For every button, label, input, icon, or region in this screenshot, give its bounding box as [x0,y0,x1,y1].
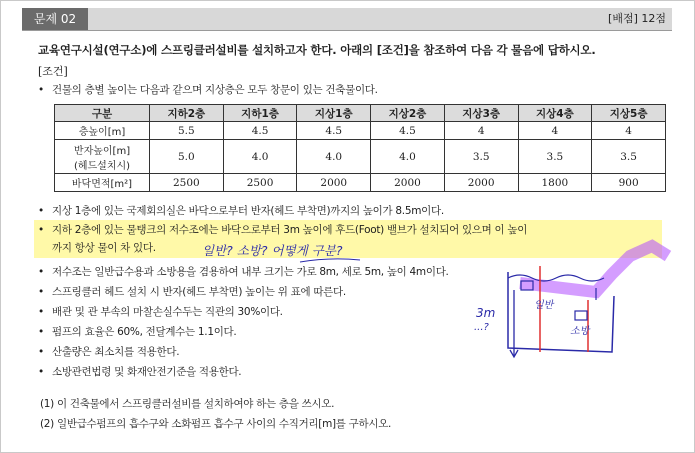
row-label-line2: (헤드설치시) [73,160,131,172]
bullet-5-text: 스프링클러 헤드 설치 시 반자(헤드 부착면) 높이는 위 표에 따른다. [52,286,346,298]
table-cell: 4 [592,122,666,140]
bullet-1-text: 건물의 층별 높이는 다음과 같으며 지상층은 모두 창문이 있는 건축물이다. [52,84,378,96]
table-cell: 3.5 [592,140,666,174]
table-cell: 4 [444,122,518,140]
col-header: 지하2층 [150,105,224,122]
table-cell: 900 [592,174,666,192]
handwritten-fire: 소방 [570,326,590,337]
table-cell: 5.0 [150,140,224,174]
bullet-2: • 지상 1층에 있는 국제회의실은 바닥으로부터 반자(헤드 부착면)까지의 높이가 8.5m이다. [38,205,444,217]
bullet-7: • 펌프의 효율은 60%, 전달계수는 1.1이다. [38,326,237,338]
table-cell: 5.5 [150,122,224,140]
col-header: 지하1층 [223,105,297,122]
table-cell: 2000 [297,174,371,192]
bullet-3-text-line2: 까지 항상 물이 차 있다. [52,242,156,254]
bullet-9: • 소방관련법령 및 화재안전기준을 적용한다. [38,366,242,378]
col-header: 지상4층 [518,105,592,122]
table-cell: 2000 [444,174,518,192]
table-cell: 4.0 [223,140,297,174]
row-label: 바닥면적[m²] [55,174,150,192]
handwritten-3m: 3m [476,306,496,320]
col-header: 지상1층 [297,105,371,122]
points-label: [배점] 12점 [608,12,666,25]
table-cell: 1800 [518,174,592,192]
handwritten-note: 일반? 소방? 어떻게 구분? [202,243,343,258]
col-header: 지상5층 [592,105,666,122]
table-cell: 4.0 [371,140,445,174]
bullet-4-text: 저수조는 일반급수용과 소방용을 겸용하여 내부 크기는 가로 8m, 세로 5m, 높이 4m이다. [52,266,449,278]
table-cell: 3.5 [518,140,592,174]
bullet-6-text: 배관 및 관 부속의 마찰손실수두는 직관의 30%이다. [52,306,283,318]
inlet-fire [575,311,587,320]
table-cell: 4 [518,122,592,140]
bullet-8: • 산출량은 최소치를 적용한다. [38,346,180,358]
bullet-7-text: 펌프의 효율은 60%, 전달계수는 1.1이다. [52,326,237,338]
table-cell: 2500 [150,174,224,192]
bullet-3: • 지하 2층에 있는 물탱크의 저수조에는 바닥으로부터 3m 높이에 후드(Foot) 밸브가 설치되어 있으며 이 높이 [38,224,528,236]
bullet-3-text-line1: 지하 2층에 있는 물탱크의 저수조에는 바닥으로부터 3m 높이에 후드(Foot) 밸브가 설치되어 있으며 이 높이 [52,224,528,236]
question-2: (2) 일반급수펌프의 흡수구와 소화펌프 흡수구 사이의 수직거리[m]를 구하시오. [40,418,392,430]
col-header: 지상3층 [444,105,518,122]
note-underline [300,259,360,262]
table-cell: 4.5 [297,122,371,140]
bullet-9-text: 소방관련법령 및 화재안전기준을 적용한다. [52,366,242,378]
bullet-6: • 배관 및 관 부속의 마찰손실수두는 직관의 30%이다. [38,306,283,318]
table-cell: 2000 [371,174,445,192]
bullet-8-text: 산출량은 최소치를 적용한다. [52,346,180,358]
marker-pipe [520,246,668,292]
table-cell: 4.5 [371,122,445,140]
table-cell: 4.0 [297,140,371,174]
handwritten-general: 일반 [534,300,554,311]
bullet-5: • 스프링클러 헤드 설치 시 반자(헤드 부착면) 높이는 위 표에 따른다. [38,286,346,298]
handwritten-dots: ...? [474,322,489,333]
condition-title: [조건] [38,65,68,78]
table-cell: 2500 [223,174,297,192]
bullet-2-text: 지상 1층에 있는 국제회의실은 바닥으로부터 반자(헤드 부착면)까지의 높이가 8.5m이다. [52,205,444,217]
problem-intro: 교육연구시설(연구소)에 스프링클러설비를 설치하고자 한다. 아래의 [조건]을 참조하여 다음 각 물음에 답하시오. [38,43,596,57]
bullet-1: • 건물의 층별 높이는 다음과 같으며 지상층은 모두 창문이 있는 건축물이다. [38,84,378,96]
col-header: 지상2층 [371,105,445,122]
table-cell: 4.5 [223,122,297,140]
row-label: 층높이[m] [55,122,150,140]
col-header: 구분 [55,105,150,122]
problem-number: 문제 02 [22,8,88,30]
bullet-4: • 저수조는 일반급수용과 소방용을 겸용하여 내부 크기는 가로 8m, 세로 5m, 높이 4m이다. [38,266,449,278]
question-1: (1) 이 건축물에서 스프링클러설비를 설치하여야 하는 층을 쓰시오. [40,398,335,410]
table-cell: 3.5 [444,140,518,174]
row-label-line1: 반자높이[m] [73,145,131,157]
